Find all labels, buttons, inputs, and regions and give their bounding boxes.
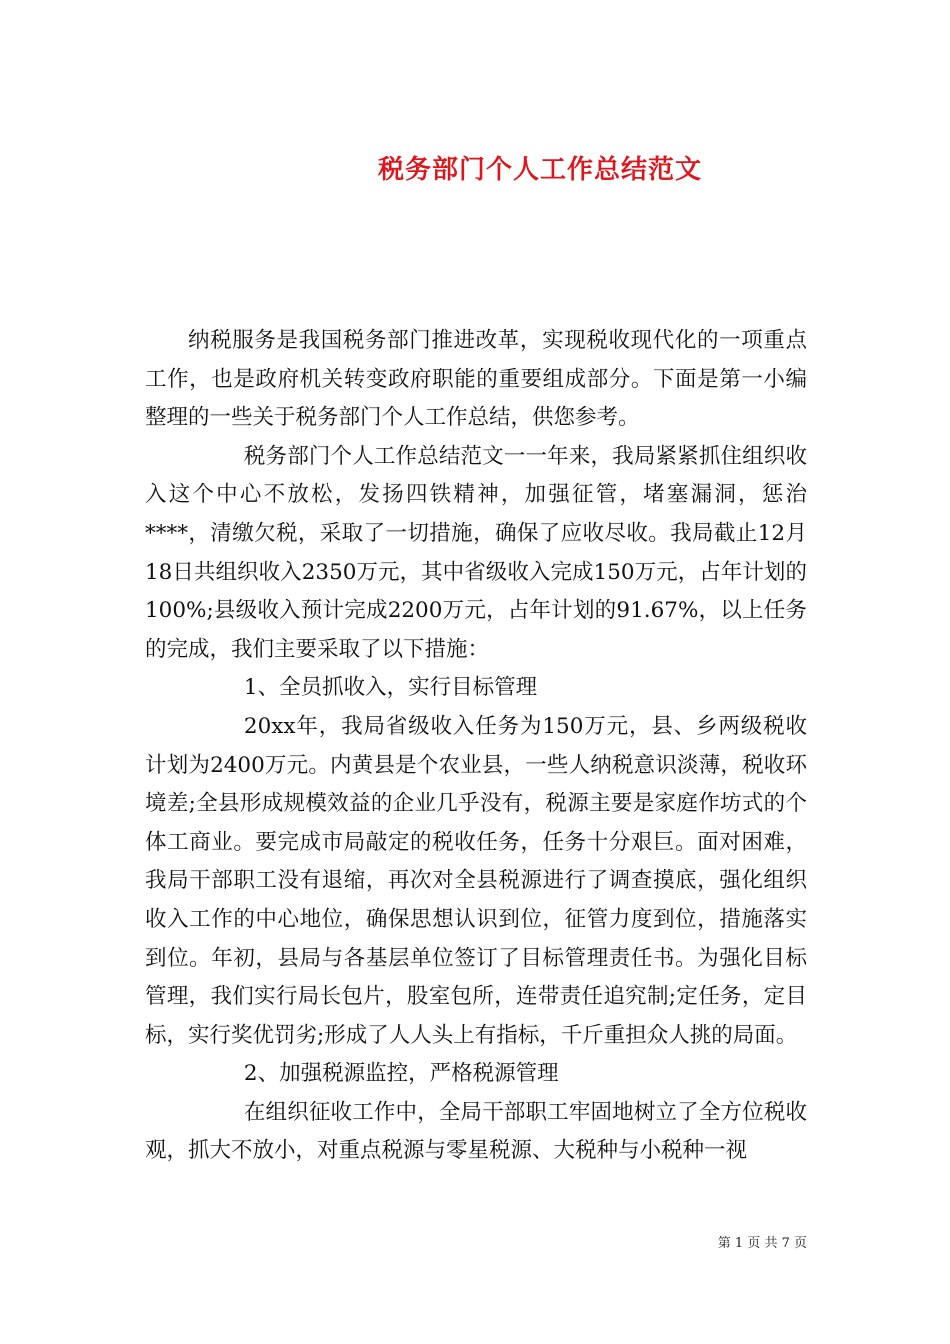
document-body — [145, 322, 807, 1171]
paragraph-section-1: 20xx年，我局省级收入任务为150万元，县、乡两级税收计划为2400万元。内黄县是个农业县，一些人纳税意识淡薄，税收环境差;全县形成规模效益的企业几乎没有，税源主要是家庭作坊式的个体工商业。要完成市局敲定的税收任务，任务十分艰巨。面对困难，我局干部职工没有退缩，再次对全县税源进行了调查摸底，强化组织收入工作的中心地位，确保思想认识到位，征管力度到位，措施落实到位。年初，县局与各基层单位签订了目标管理责任书。为强化目标管理，我们实行局长包片，股室包所，连带责任追究制;定任务，定目标，实行奖优罚劣;形成了人人头上有指标，千斤重担众人挑的局面。 — [145, 713, 807, 1048]
paragraph-intro: 纳税服务是我国税务部门推进改革，实现税收现代化的一项重点工作，也是政府机关转变政府职能的重要组成部分。下面是第一小编整理的一些关于税务部门个人工作总结，供您参考。 — [145, 328, 807, 431]
page-number: 第 1 页 共 7 页 — [717, 1236, 807, 1251]
paragraph-section-2: 在组织征收工作中，全局干部职工牢固地树立了全方位税收观，抓大不放小，对重点税源与零星税源、大税种与小税种一视 — [145, 1099, 807, 1164]
document-title: 税务部门个人工作总结范文 — [377, 155, 702, 186]
paragraph-summary: 税务部门个人工作总结范文一一年来，我局紧紧抓住组织收入这个中心不放松，发扬四铁精神，加强征管，堵塞漏洞，惩治****，清缴欠税，采取了一切措施，确保了应收尽收。我局截止12月18日共组织收入2350万元，其中省级收入完成150万元，占年计划的100%;县级收入预计完成2200万元，占年计划的91.67%，以上任务的完成，我们主要采取了以下措施： — [145, 443, 807, 662]
section-heading-1: 1、全员抓收入，实行目标管理 — [243, 675, 538, 701]
section-heading-2: 2、加强税源监控，严格税源管理 — [243, 1061, 559, 1087]
